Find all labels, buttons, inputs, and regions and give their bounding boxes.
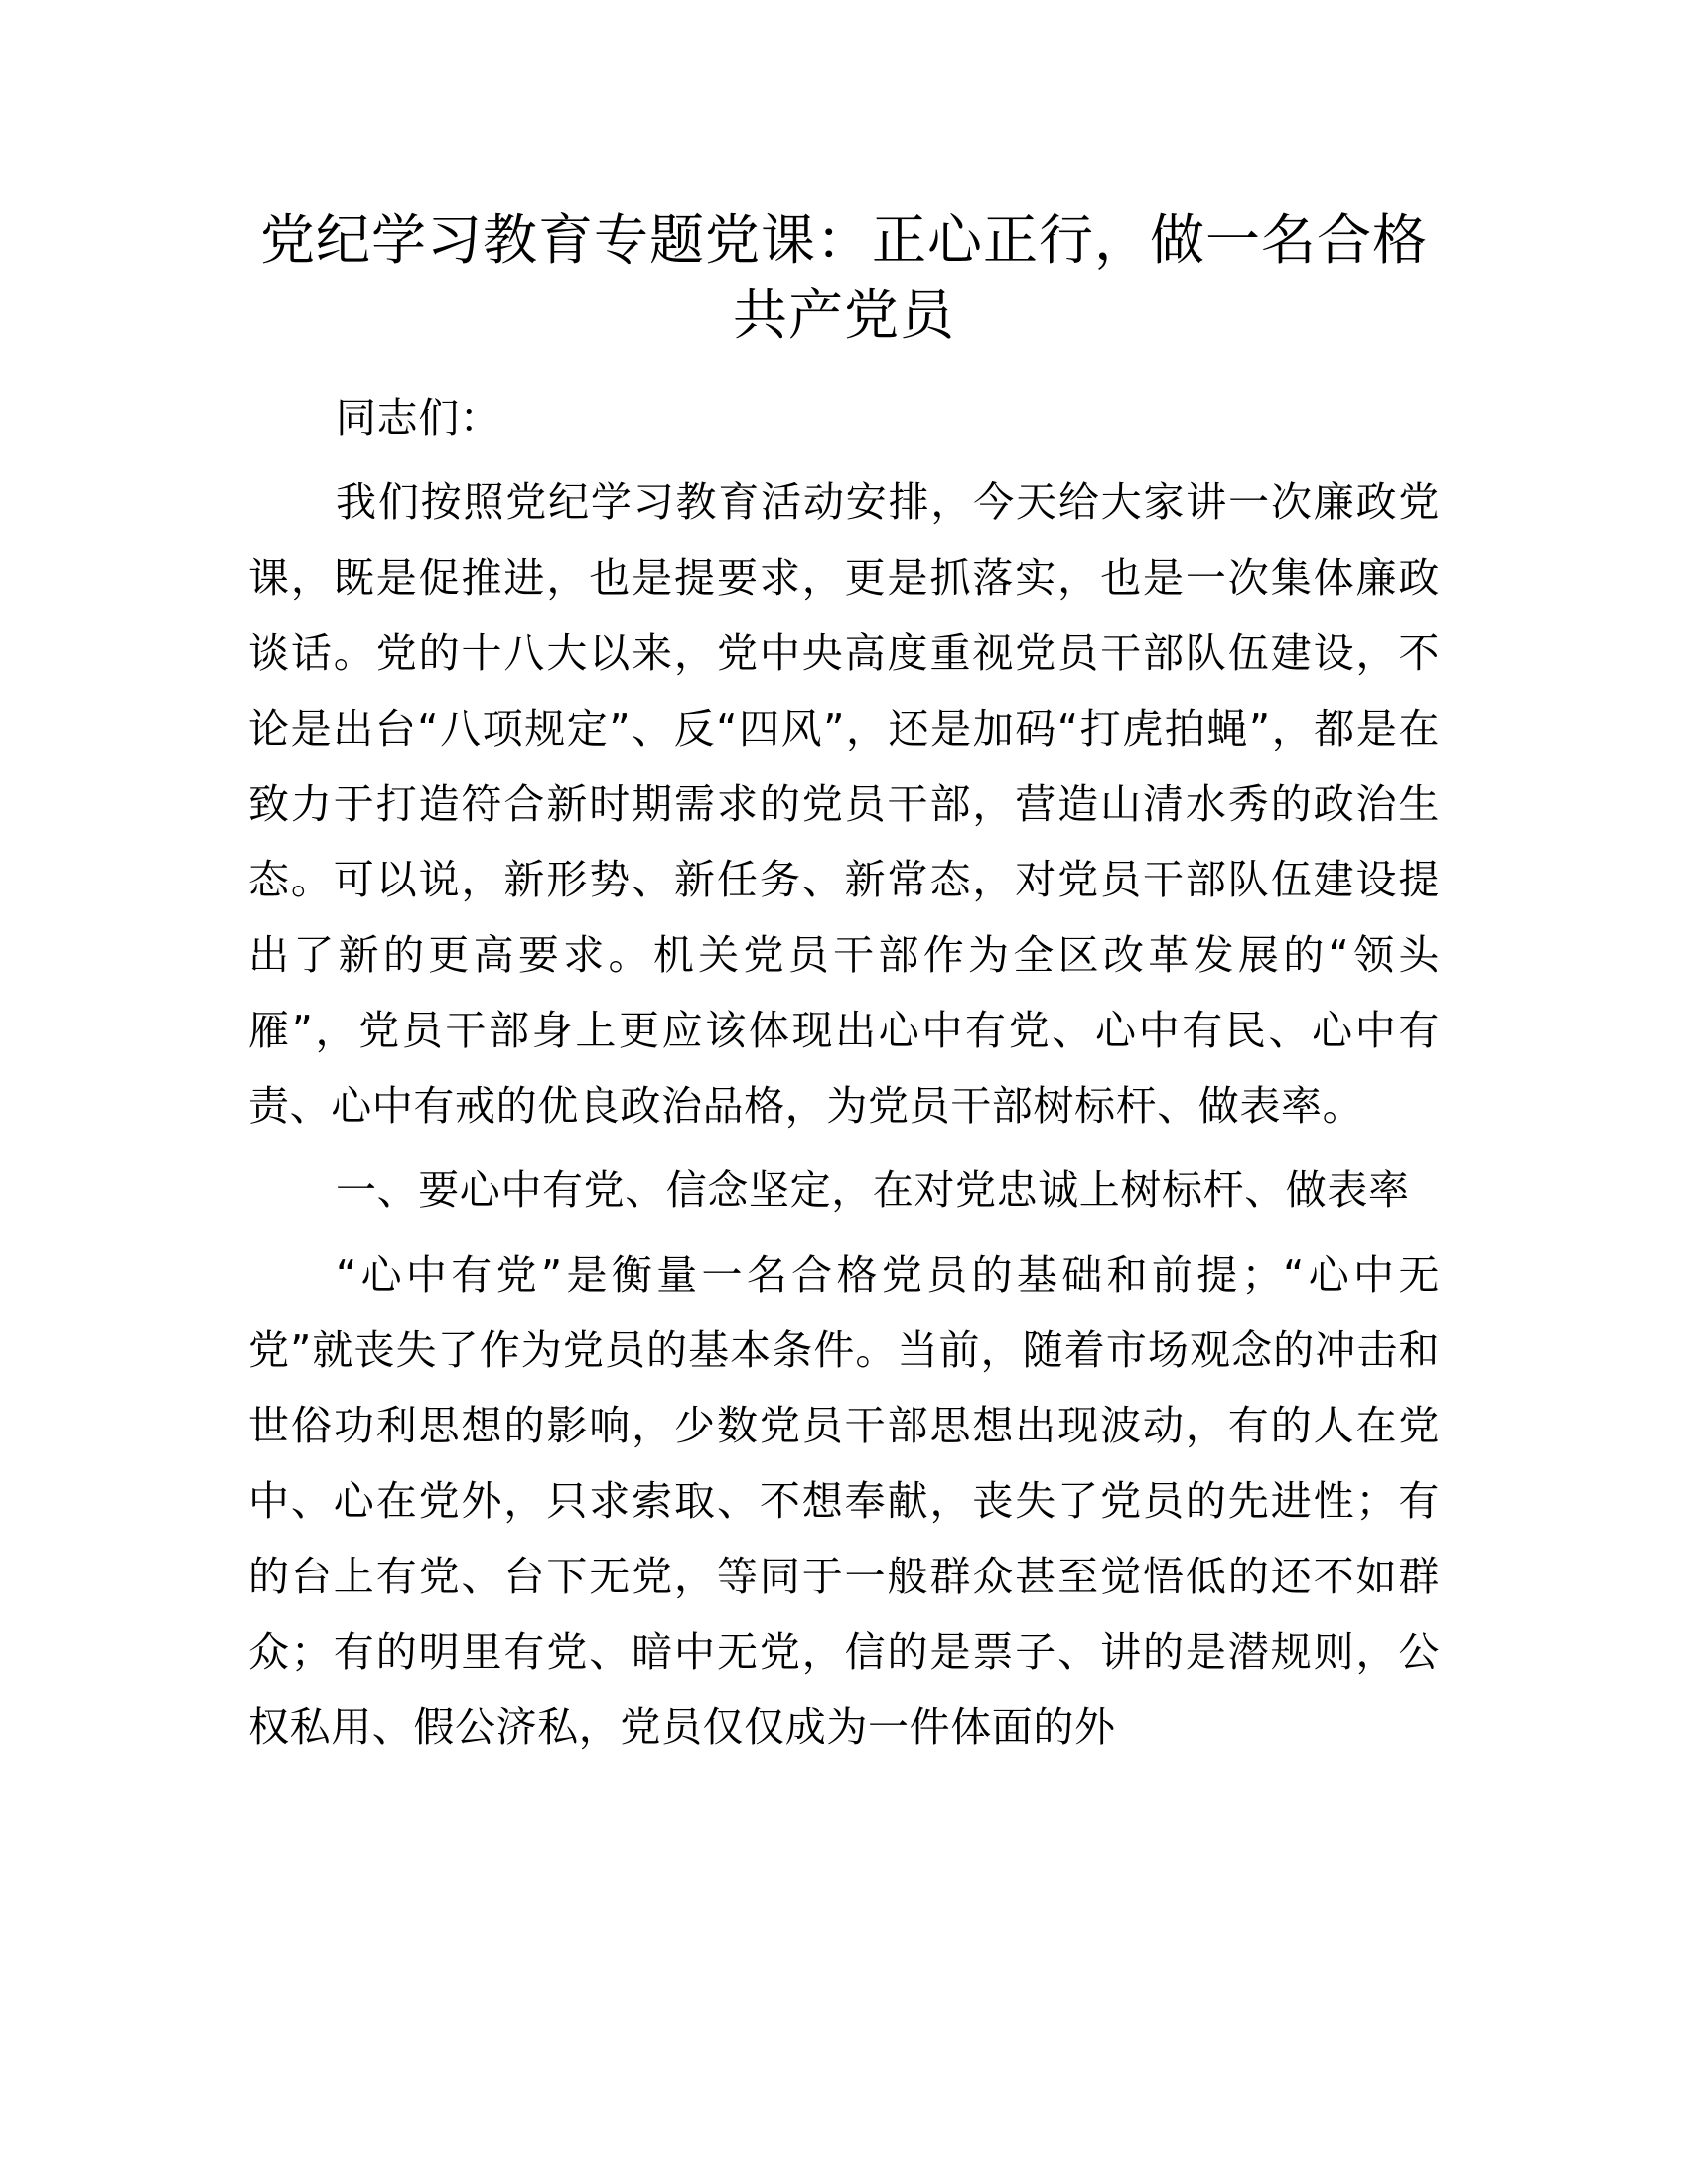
document-title: 党纪学习教育专题党课：正心正行，做一名合格共产党员 — [259, 208, 1428, 346]
section-heading-1: 一、要心中有党、信念坚定，在对党忠诚上树标杆、做表率 — [336, 1166, 1410, 1214]
document-body — [248, 380, 1440, 1765]
paragraph-spacer — [248, 456, 1440, 465]
salutation: 同志们： — [336, 394, 501, 442]
body-paragraph-section-1: “心中有党”是衡量一名合格党员的基础和前提；“心中无党”就丧失了作为党员的基本条件。当前，随着市场观念的冲击和世俗功利思想的影响，少数党员干部思想出现波动，有的人在党中、心在党外，只求索取、不想奉献，丧失了党员的先进性；有的台上有党、台下无党，等同于一般群众甚至觉悟低的还不如群众；有的明里有党、暗中无党，信的是票子、讲的是潜规则，公权私用、假公济私，党员仅仅成为一件体面的外 — [248, 1251, 1440, 1751]
paragraph-spacer — [248, 1228, 1440, 1237]
paragraph-spacer — [248, 1144, 1440, 1153]
body-paragraph-intro: 我们按照党纪学习教育活动安排，今天给大家讲一次廉政党课，既是促推进，也是提要求，更是抓落实，也是一次集体廉政谈话。党的十八大以来，党中央高度重视党员干部队伍建设，不论是出台“八项规定”、反“四风”，还是加码“打虎拍蝇”，都是在致力于打造符合新时期需求的党员干部，营造山清水秀的政治生态。可以说，新形势、新任务、新常态，对党员干部队伍建设提出了新的更高要求。机关党员干部作为全区改革发展的“领头雁”，党员干部身上更应该体现出心中有党、心中有民、心中有责、心中有戒的优良政治品格，为党员干部树标杆、做表率。 — [248, 478, 1440, 1130]
